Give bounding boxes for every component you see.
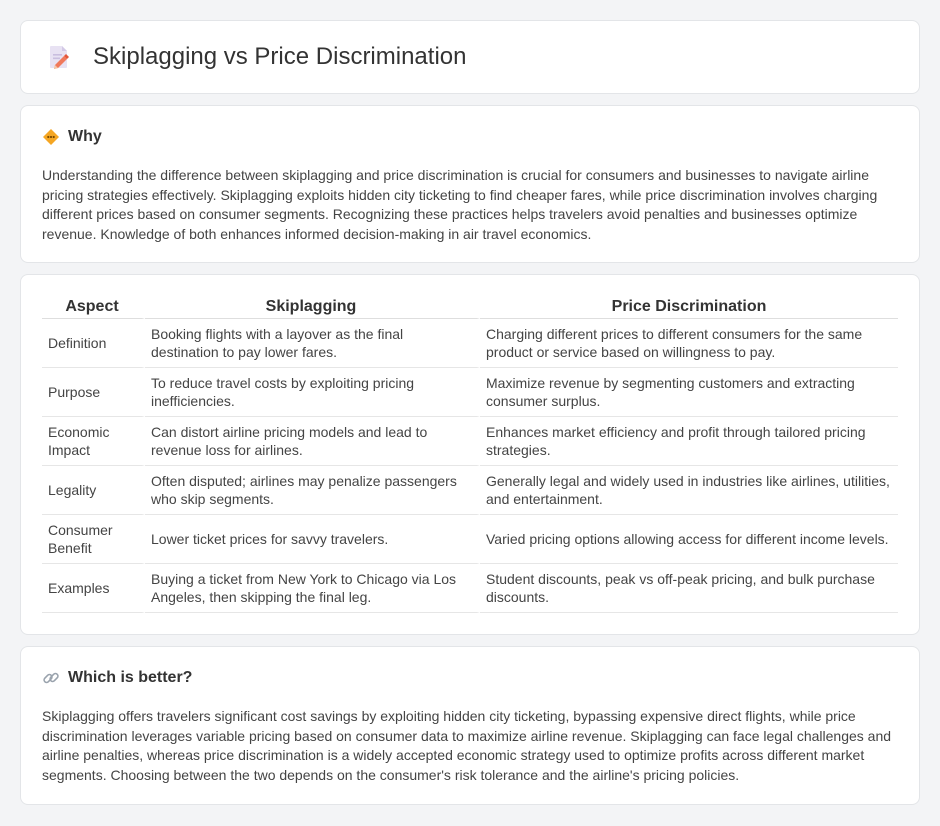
row-skiplagging: Booking flights with a layover as the final destination to pay lower fares.	[145, 319, 480, 368]
row-aspect: Economic Impact	[42, 417, 145, 466]
header-aspect: Aspect	[42, 295, 145, 319]
table-row	[42, 515, 898, 564]
better-text: Skiplagging offers travelers significant cost savings by exploiting hidden city ticketing, bypassing expensive direct flights, while price discrimination leverages variable pricing based on consumer data to maximize airline revenue. Skiplagging can face legal challenges and airline penalties, whereas price discrimination is a widely accepted economic strategy used to optimize profits across different market segments. Choosing between the two depends on the consumer's risk tolerance and the airline's pricing policies.	[42, 708, 892, 783]
which-better-section	[20, 646, 920, 805]
header-price-discrimination: Price Discrimination	[480, 295, 898, 319]
table-row	[42, 564, 898, 613]
row-aspect: Consumer Benefit	[42, 515, 145, 564]
comparison-table	[42, 295, 898, 613]
row-skiplagging: To reduce travel costs by exploiting pricing inefficiencies.	[145, 368, 480, 417]
title-card	[20, 20, 920, 94]
why-title: Why	[68, 128, 102, 145]
table-row	[42, 368, 898, 417]
table-row	[42, 466, 898, 515]
diamond-warning-icon	[42, 128, 60, 146]
why-text: Understanding the difference between skiplagging and price discrimination is crucial for consumers and businesses to navigate airline pricing strategies effectively. Skiplagging exploits hidden city ticketing to find cheaper fares, while price discrimination involves charging different prices based on consumer segments. Recognizing these practices helps travelers avoid penalties and businesses optimize revenue. Knowledge of both enhances informed decision-making in air travel economics.	[42, 167, 878, 242]
row-price-discrimination: Generally legal and widely used in industries like airlines, utilities, and entertainment.	[480, 466, 898, 515]
document-pencil-icon	[45, 43, 73, 71]
comparison-section	[20, 274, 920, 635]
page-title: Skiplagging vs Price Discrimination	[93, 43, 467, 70]
row-price-discrimination: Varied pricing options allowing access for different income levels.	[480, 515, 898, 564]
table-row	[42, 319, 898, 368]
table-header-row	[42, 295, 898, 319]
link-icon	[42, 669, 60, 687]
row-price-discrimination: Maximize revenue by segmenting customers and extracting consumer surplus.	[480, 368, 898, 417]
row-skiplagging: Lower ticket prices for savvy travelers.	[145, 515, 480, 564]
row-skiplagging: Buying a ticket from New York to Chicago via Los Angeles, then skipping the final leg.	[145, 564, 480, 613]
row-price-discrimination: Charging different prices to different consumers for the same product or service based on willingness to pay.	[480, 319, 898, 368]
row-aspect: Purpose	[42, 368, 145, 417]
better-header	[42, 669, 898, 687]
row-skiplagging: Often disputed; airlines may penalize passengers who skip segments.	[145, 466, 480, 515]
why-section	[20, 105, 920, 263]
why-header	[42, 128, 898, 146]
table-row	[42, 417, 898, 466]
row-aspect: Legality	[42, 466, 145, 515]
header-skiplagging: Skiplagging	[145, 295, 480, 319]
row-price-discrimination: Enhances market efficiency and profit through tailored pricing strategies.	[480, 417, 898, 466]
row-aspect: Definition	[42, 319, 145, 368]
row-aspect: Examples	[42, 564, 145, 613]
row-skiplagging: Can distort airline pricing models and lead to revenue loss for airlines.	[145, 417, 480, 466]
row-price-discrimination: Student discounts, peak vs off-peak pricing, and bulk purchase discounts.	[480, 564, 898, 613]
better-title: Which is better?	[68, 669, 193, 686]
